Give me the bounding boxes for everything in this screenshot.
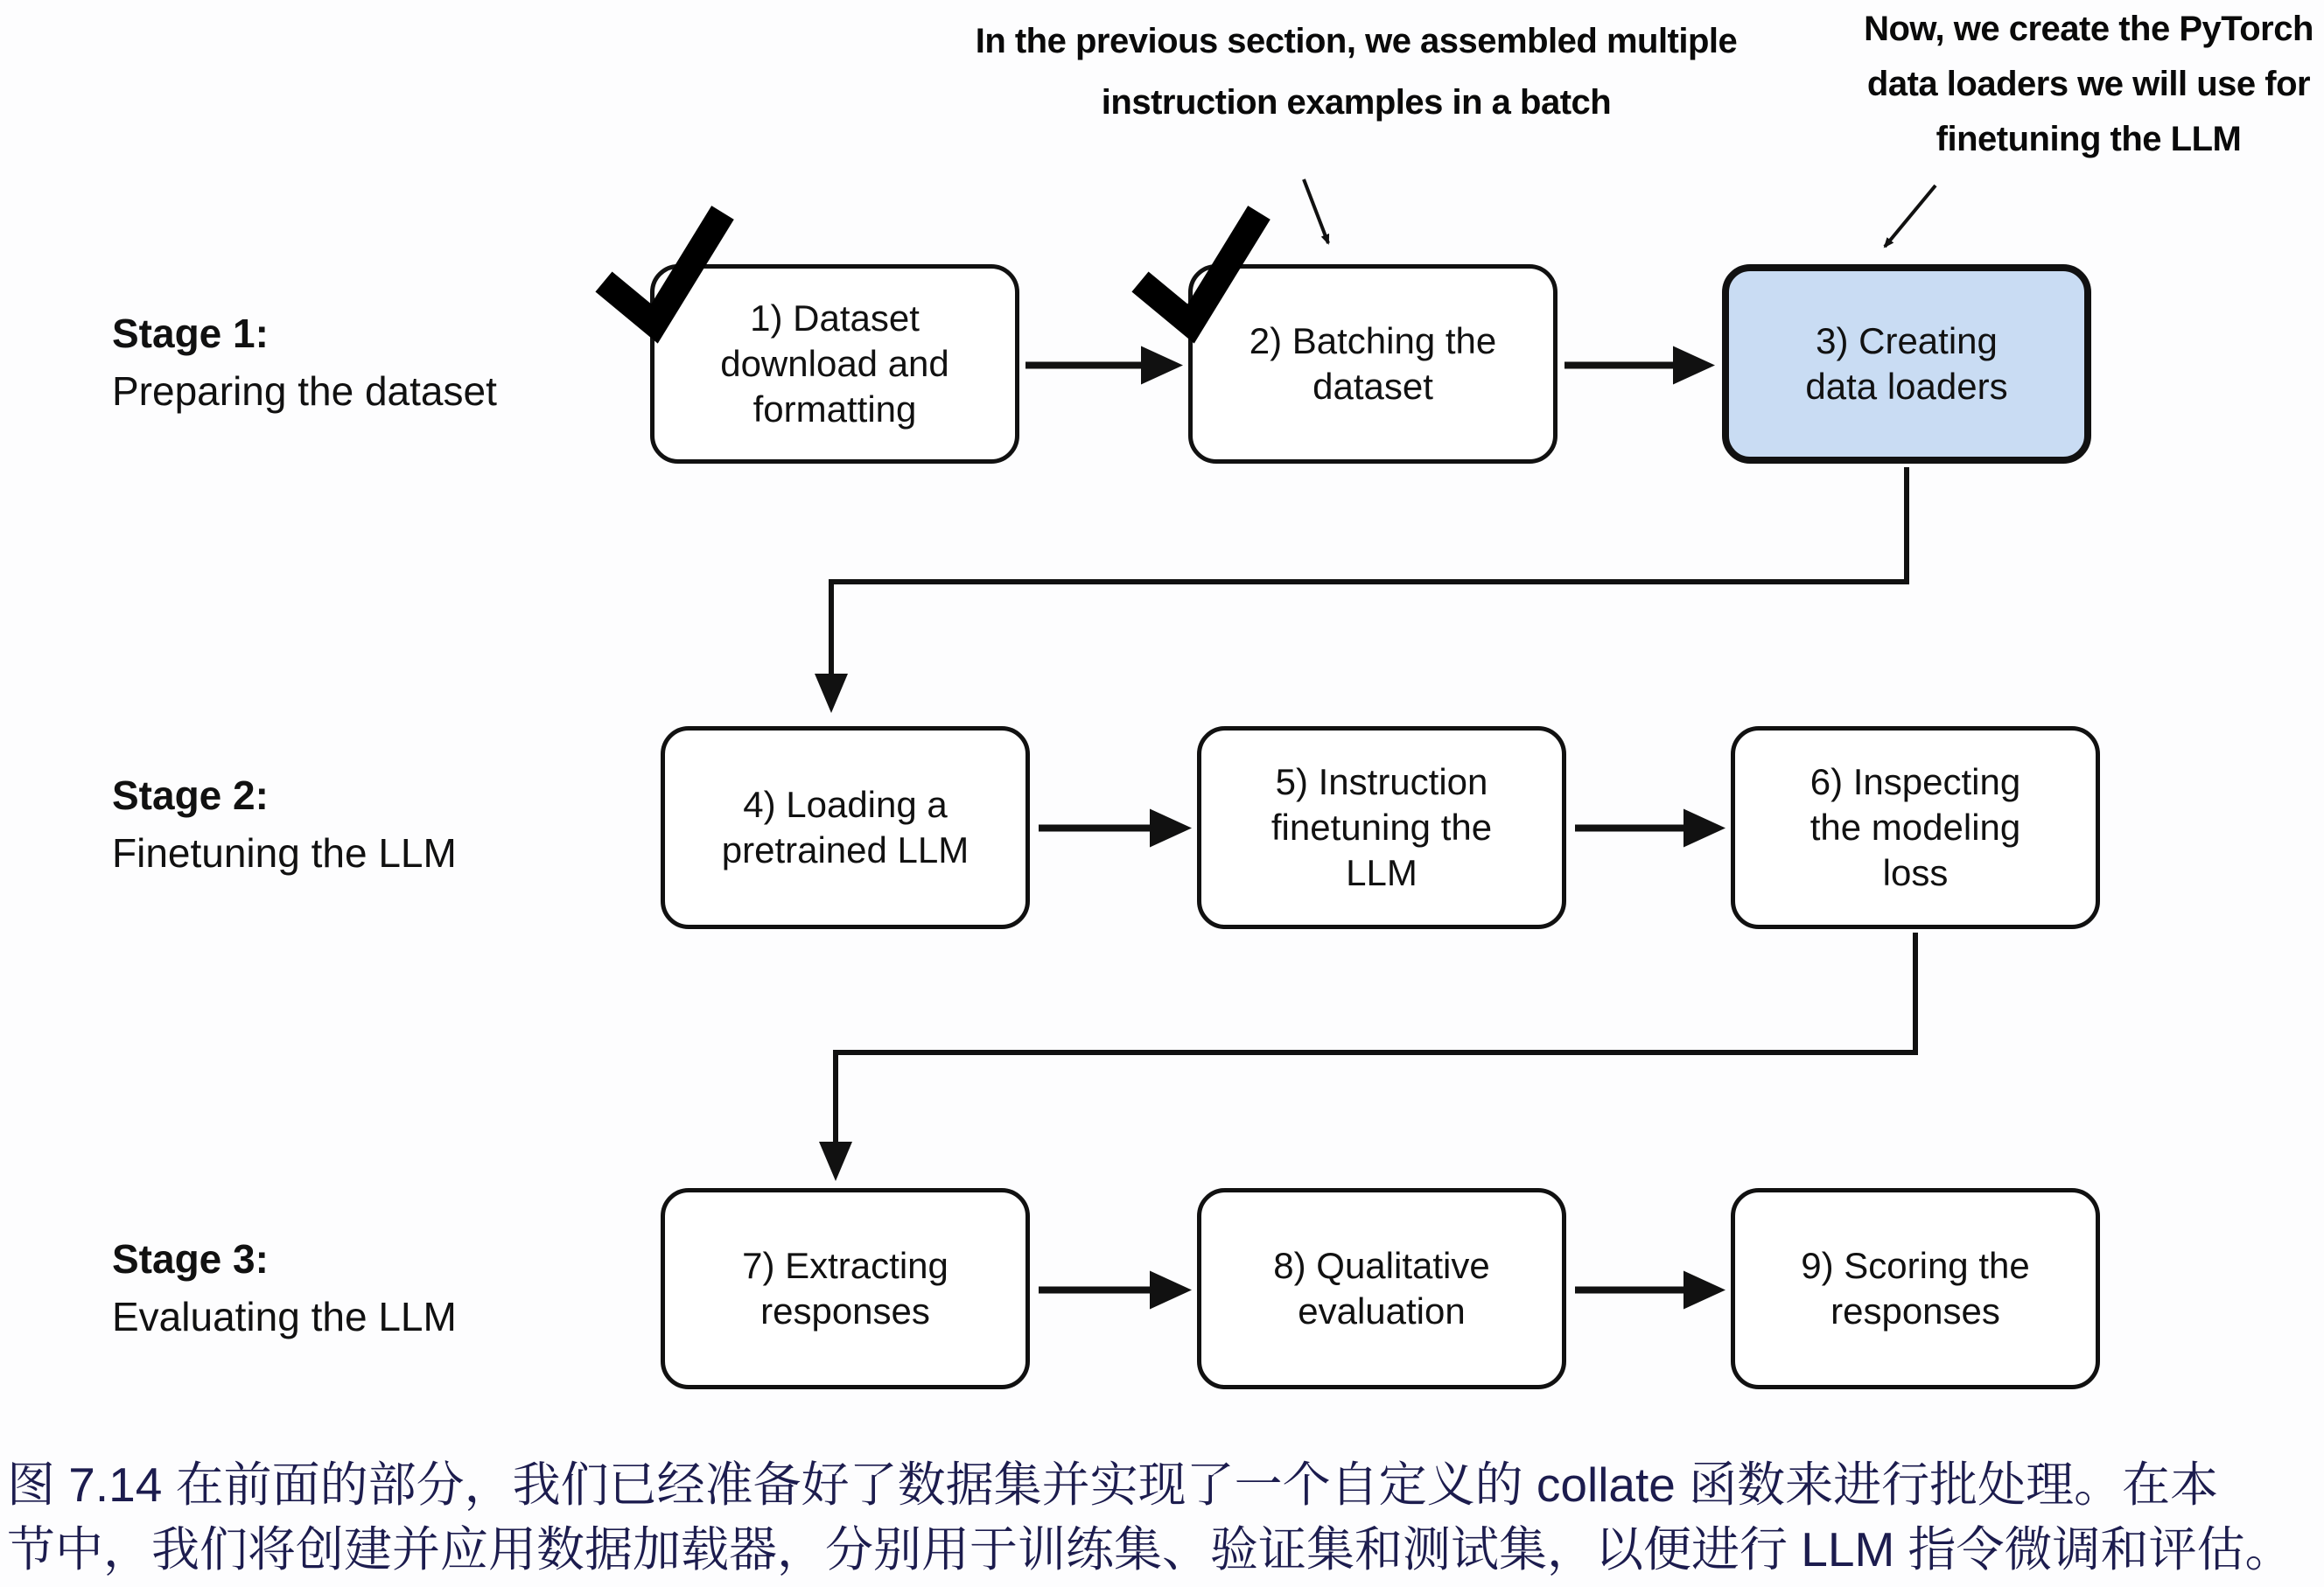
step-box-7-extracting-responses: [661, 1188, 1030, 1389]
figure-caption: [7, 1452, 2293, 1582]
stage-2-subtitle: Finetuning the LLM: [112, 830, 457, 876]
step-box-7-line: 7) Extracting: [742, 1245, 948, 1286]
stage-1-label: [112, 304, 497, 420]
annotation-loader-note: [1853, 2, 2324, 167]
step-box-4-line: pretrained LLM: [721, 829, 970, 870]
annotation-loader-note-line3: finetuning the LLM: [1936, 120, 2242, 158]
annotation-loader-arrow-icon: [1885, 185, 1936, 247]
elbow-connector-6-7-icon: [819, 933, 1915, 1181]
step-box-8-line: evaluation: [1298, 1290, 1466, 1332]
stage-3-subtitle: Evaluating the LLM: [112, 1294, 457, 1339]
flow-arrow-4-5-icon: [1039, 809, 1192, 848]
step-box-1-dataset-download: [650, 264, 1019, 464]
step-box-2-line: dataset: [1312, 366, 1433, 407]
stage-2-title: Stage 2:: [112, 773, 269, 818]
figure-caption-line1: 图 7.14 在前面的部分，我们已经准备好了数据集并实现了一个自定义的 collate 函数来进行批处理。在本: [7, 1458, 2219, 1512]
stage-2-label: [112, 766, 457, 882]
flow-arrow-8-9-icon: [1575, 1271, 1726, 1310]
step-box-6-inspecting-modeling-loss: [1731, 726, 2100, 929]
step-box-8-qualitative-evaluation: [1197, 1188, 1566, 1389]
annotation-loader-note-line1: Now, we create the PyTorch: [1864, 10, 2314, 48]
step-box-1-line: 1) Dataset: [750, 297, 920, 339]
step-box-3-line: 3) Creating: [1816, 320, 1998, 361]
step-box-8-line: 8) Qualitative: [1273, 1245, 1490, 1286]
step-box-3-creating-data-loaders: [1722, 264, 2091, 464]
step-box-4-loading-pretrained-llm: [661, 726, 1030, 929]
flow-arrow-5-6-icon: [1575, 809, 1726, 848]
step-box-2-batching-dataset: [1188, 264, 1558, 464]
step-box-1-line: formatting: [752, 388, 917, 430]
step-box-6-line: loss: [1882, 852, 1949, 893]
step-box-5-line: 5) Instruction: [1275, 761, 1488, 802]
step-box-5-line: finetuning the: [1270, 807, 1493, 848]
annotation-loader-note-line2: data loaders we will use for: [1866, 65, 2311, 103]
step-box-3-line: data loaders: [1805, 366, 2008, 407]
flow-arrow-7-8-icon: [1039, 1271, 1192, 1310]
annotation-batch-note-line2: instruction examples in a batch: [1101, 83, 1612, 122]
step-box-6-line: the modeling: [1810, 807, 2021, 848]
step-box-9-scoring-responses: [1731, 1188, 2100, 1389]
step-box-9-line: 9) Scoring the: [1801, 1245, 2030, 1286]
stage-1-subtitle: Preparing the dataset: [112, 368, 497, 414]
elbow-connector-3-4-icon: [815, 467, 1907, 713]
step-box-6-line: 6) Inspecting: [1810, 761, 2021, 802]
stage-1-title: Stage 1:: [112, 311, 269, 356]
step-box-9-line: responses: [1830, 1290, 2000, 1332]
flow-arrow-1-2-icon: [1026, 346, 1183, 385]
step-box-5-line: LLM: [1346, 852, 1418, 893]
step-box-7-line: responses: [760, 1290, 930, 1332]
annotation-batch-arrow-icon: [1304, 179, 1328, 243]
annotation-batch-note-line1: In the previous section, we assembled multiple: [975, 22, 1738, 60]
step-box-1-line: download and: [720, 343, 949, 384]
annotation-batch-note: [919, 10, 1794, 133]
step-box-5-instruction-finetuning: [1197, 726, 1566, 929]
stage-3-label: [112, 1230, 457, 1346]
step-box-2-line: 2) Batching the: [1249, 320, 1497, 361]
flow-arrow-2-3-icon: [1564, 346, 1715, 385]
stage-3-title: Stage 3:: [112, 1236, 269, 1282]
step-box-4-line: 4) Loading a: [743, 784, 948, 825]
figure-caption-line2: 节中，我们将创建并应用数据加载器，分别用于训练集、验证集和测试集，以便进行 LLM 指令微调和评估。: [7, 1522, 2293, 1577]
